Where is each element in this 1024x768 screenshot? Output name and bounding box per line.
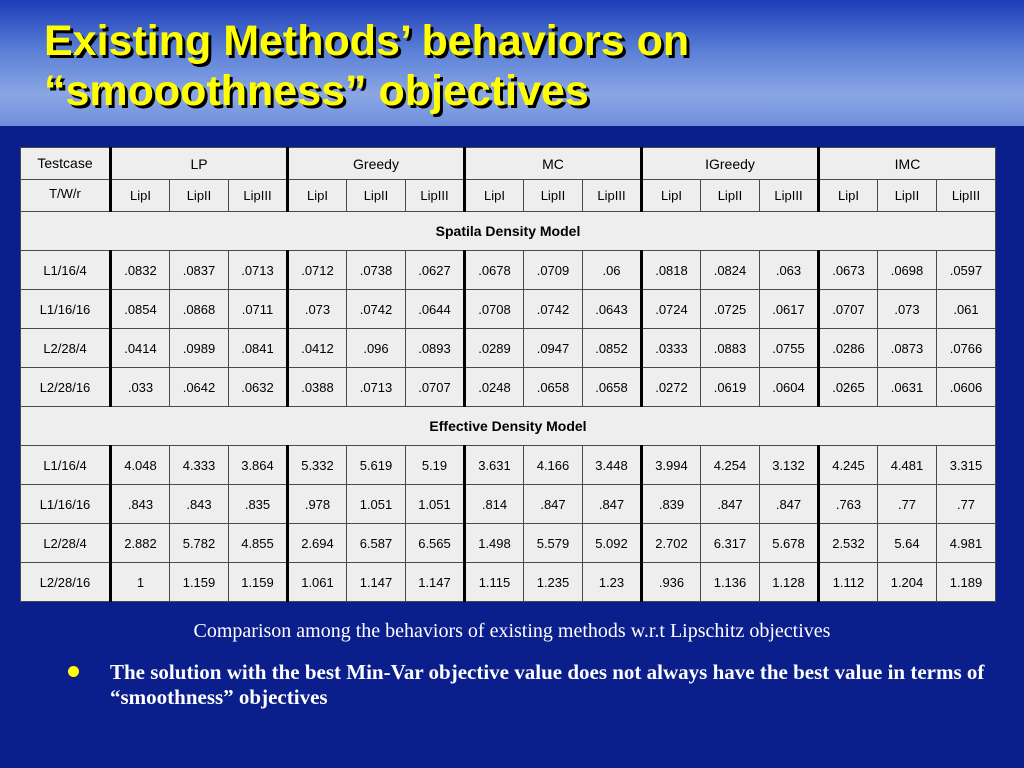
table-cell: 5.678 [760,524,819,563]
table-cell: .847 [701,485,760,524]
corner-twr: T/W/r [21,180,111,212]
table-cell: 1.159 [229,563,288,602]
table-cell: .096 [347,329,406,368]
table-cell: .0742 [524,290,583,329]
table-cell: .0631 [878,368,937,407]
method-header: IMC [819,148,996,180]
title-line-2: “smooothness” objectives [44,67,589,115]
metric-header: LipII [524,180,583,212]
method-header: MC [465,148,642,180]
table-row [21,485,996,524]
header-row-methods [21,148,996,180]
metric-header: LipIII [229,180,288,212]
row-label: L2/28/16 [21,563,111,602]
table-row [21,251,996,290]
table-cell: .0414 [111,329,170,368]
row-label: L1/16/16 [21,485,111,524]
table-cell: .0711 [229,290,288,329]
metric-header: LipII [701,180,760,212]
table-cell: .0707 [406,368,465,407]
table-cell: 1.112 [819,563,878,602]
table-cell: 3.864 [229,446,288,485]
table-row [21,446,996,485]
table-cell: .0707 [819,290,878,329]
table-cell: .847 [524,485,583,524]
results-table [20,147,996,602]
table-cell: .0643 [583,290,642,329]
table-cell: .77 [878,485,937,524]
table-cell: .0868 [170,290,229,329]
table-cell: 4.855 [229,524,288,563]
table-cell: 1.159 [170,563,229,602]
method-header: Greedy [288,148,465,180]
table-row [21,368,996,407]
table-cell: 1.051 [347,485,406,524]
metric-header: LipI [111,180,170,212]
metric-header: LipI [465,180,524,212]
table-cell: 5.64 [878,524,937,563]
section-row [21,212,996,251]
table-cell: 3.132 [760,446,819,485]
table-cell: 5.092 [583,524,642,563]
table-cell: 1.115 [465,563,524,602]
table-cell: .0642 [170,368,229,407]
table-cell: .073 [288,290,347,329]
table-cell: 2.532 [819,524,878,563]
table-cell: 1 [111,563,170,602]
table-cell: 2.694 [288,524,347,563]
table-cell: 1.498 [465,524,524,563]
table-cell: 1.136 [701,563,760,602]
section-title: Effective Density Model [21,407,996,446]
table-cell: .839 [642,485,701,524]
table-cell: .0854 [111,290,170,329]
table-cell: 6.317 [701,524,760,563]
table-row [21,329,996,368]
bullet-text: The solution with the best Min-Var objective value does not always have the best value in terms of “smoothness” objectives [110,660,985,709]
table-cell: .0708 [465,290,524,329]
table-cell: .0698 [878,251,937,290]
table-row [21,563,996,602]
row-label: L1/16/4 [21,446,111,485]
section-row [21,407,996,446]
table-cell: 1.147 [406,563,465,602]
table-cell: .763 [819,485,878,524]
table-cell: .0989 [170,329,229,368]
table-cell: .0738 [347,251,406,290]
table-cell: 5.619 [347,446,406,485]
table-cell: 3.448 [583,446,642,485]
table-cell: .0606 [937,368,996,407]
table-cell: 1.061 [288,563,347,602]
table-cell: .847 [583,485,642,524]
table-cell: .0658 [583,368,642,407]
table-cell: .0713 [229,251,288,290]
metric-header: LipI [819,180,878,212]
table-cell: 1.189 [937,563,996,602]
table-cell: .0818 [642,251,701,290]
table-cell: .063 [760,251,819,290]
table-cell: .0883 [701,329,760,368]
table-cell: .0644 [406,290,465,329]
table-cell: .814 [465,485,524,524]
bullet-icon [68,666,79,677]
table-row [21,524,996,563]
table-cell: .0265 [819,368,878,407]
table-cell: .0673 [819,251,878,290]
table-cell: 4.333 [170,446,229,485]
table-cell: .0604 [760,368,819,407]
metric-header: LipIII [583,180,642,212]
table-cell: .0947 [524,329,583,368]
table-cell: .0632 [229,368,288,407]
table-cell: .0333 [642,329,701,368]
row-label: L1/16/16 [21,290,111,329]
row-label: L2/28/4 [21,524,111,563]
table-cell: .0678 [465,251,524,290]
metric-header: LipIII [406,180,465,212]
table-cell: .843 [170,485,229,524]
metric-header: LipII [170,180,229,212]
table-cell: 1.23 [583,563,642,602]
table-cell: .0837 [170,251,229,290]
table-cell: 3.631 [465,446,524,485]
slide-title [44,16,1004,116]
table-cell: 5.19 [406,446,465,485]
table-cell: .0286 [819,329,878,368]
table-cell: .0712 [288,251,347,290]
table-cell: .0617 [760,290,819,329]
title-line-1: Existing Methods’ behaviors on [44,17,690,65]
method-header: LP [111,148,288,180]
table-cell: 1.204 [878,563,937,602]
table-cell: 2.702 [642,524,701,563]
method-header: IGreedy [642,148,819,180]
metric-header: LipI [642,180,701,212]
table-cell: 2.882 [111,524,170,563]
table-cell: 1.235 [524,563,583,602]
table-cell: 4.981 [937,524,996,563]
table-cell: .0724 [642,290,701,329]
table-cell: .0289 [465,329,524,368]
table-cell: 4.254 [701,446,760,485]
table-cell: 1.147 [347,563,406,602]
table-cell: .847 [760,485,819,524]
table-cell: 3.994 [642,446,701,485]
metric-header: LipIII [937,180,996,212]
table-cell: 1.051 [406,485,465,524]
header-row-metrics [21,180,996,212]
table-cell: 1.128 [760,563,819,602]
metric-header: LipIII [760,180,819,212]
table-cell: .77 [937,485,996,524]
corner-testcase: Testcase [21,148,111,180]
table-cell: .835 [229,485,288,524]
table-cell: .06 [583,251,642,290]
table-cell: .0658 [524,368,583,407]
table-cell: .0597 [937,251,996,290]
table-cell: .936 [642,563,701,602]
table-cell: 4.481 [878,446,937,485]
table-cell: .0766 [937,329,996,368]
table-cell: .0627 [406,251,465,290]
table-cell: .0725 [701,290,760,329]
table-cell: .0272 [642,368,701,407]
table-cell: .0824 [701,251,760,290]
table-cell: .0873 [878,329,937,368]
table-cell: .073 [878,290,937,329]
table-cell: .0412 [288,329,347,368]
table-cell: .0841 [229,329,288,368]
table-cell: .0852 [583,329,642,368]
table-cell: 4.048 [111,446,170,485]
metric-header: LipII [347,180,406,212]
table-cell: .0709 [524,251,583,290]
table-cell: 4.166 [524,446,583,485]
table-cell: .978 [288,485,347,524]
table-cell: 5.782 [170,524,229,563]
table-cell: 6.565 [406,524,465,563]
table-cell: .0742 [347,290,406,329]
table-cell: .061 [937,290,996,329]
table-cell: .0893 [406,329,465,368]
table-cell: .0713 [347,368,406,407]
table-cell: .0248 [465,368,524,407]
metric-header: LipII [878,180,937,212]
table-cell: 6.587 [347,524,406,563]
table-caption: Comparison among the behaviors of existing methods w.r.t Lipschitz objectives [193,620,831,642]
table-cell: 5.579 [524,524,583,563]
row-label: L2/28/16 [21,368,111,407]
table-row [21,290,996,329]
row-label: L1/16/4 [21,251,111,290]
table-cell: .0388 [288,368,347,407]
table-cell: 3.315 [937,446,996,485]
metric-header: LipI [288,180,347,212]
table-cell: .0832 [111,251,170,290]
table-cell: 5.332 [288,446,347,485]
table-cell: .843 [111,485,170,524]
row-label: L2/28/4 [21,329,111,368]
table-cell: .0619 [701,368,760,407]
table-cell: .033 [111,368,170,407]
table-cell: 4.245 [819,446,878,485]
table-cell: .0755 [760,329,819,368]
section-title: Spatila Density Model [21,212,996,251]
